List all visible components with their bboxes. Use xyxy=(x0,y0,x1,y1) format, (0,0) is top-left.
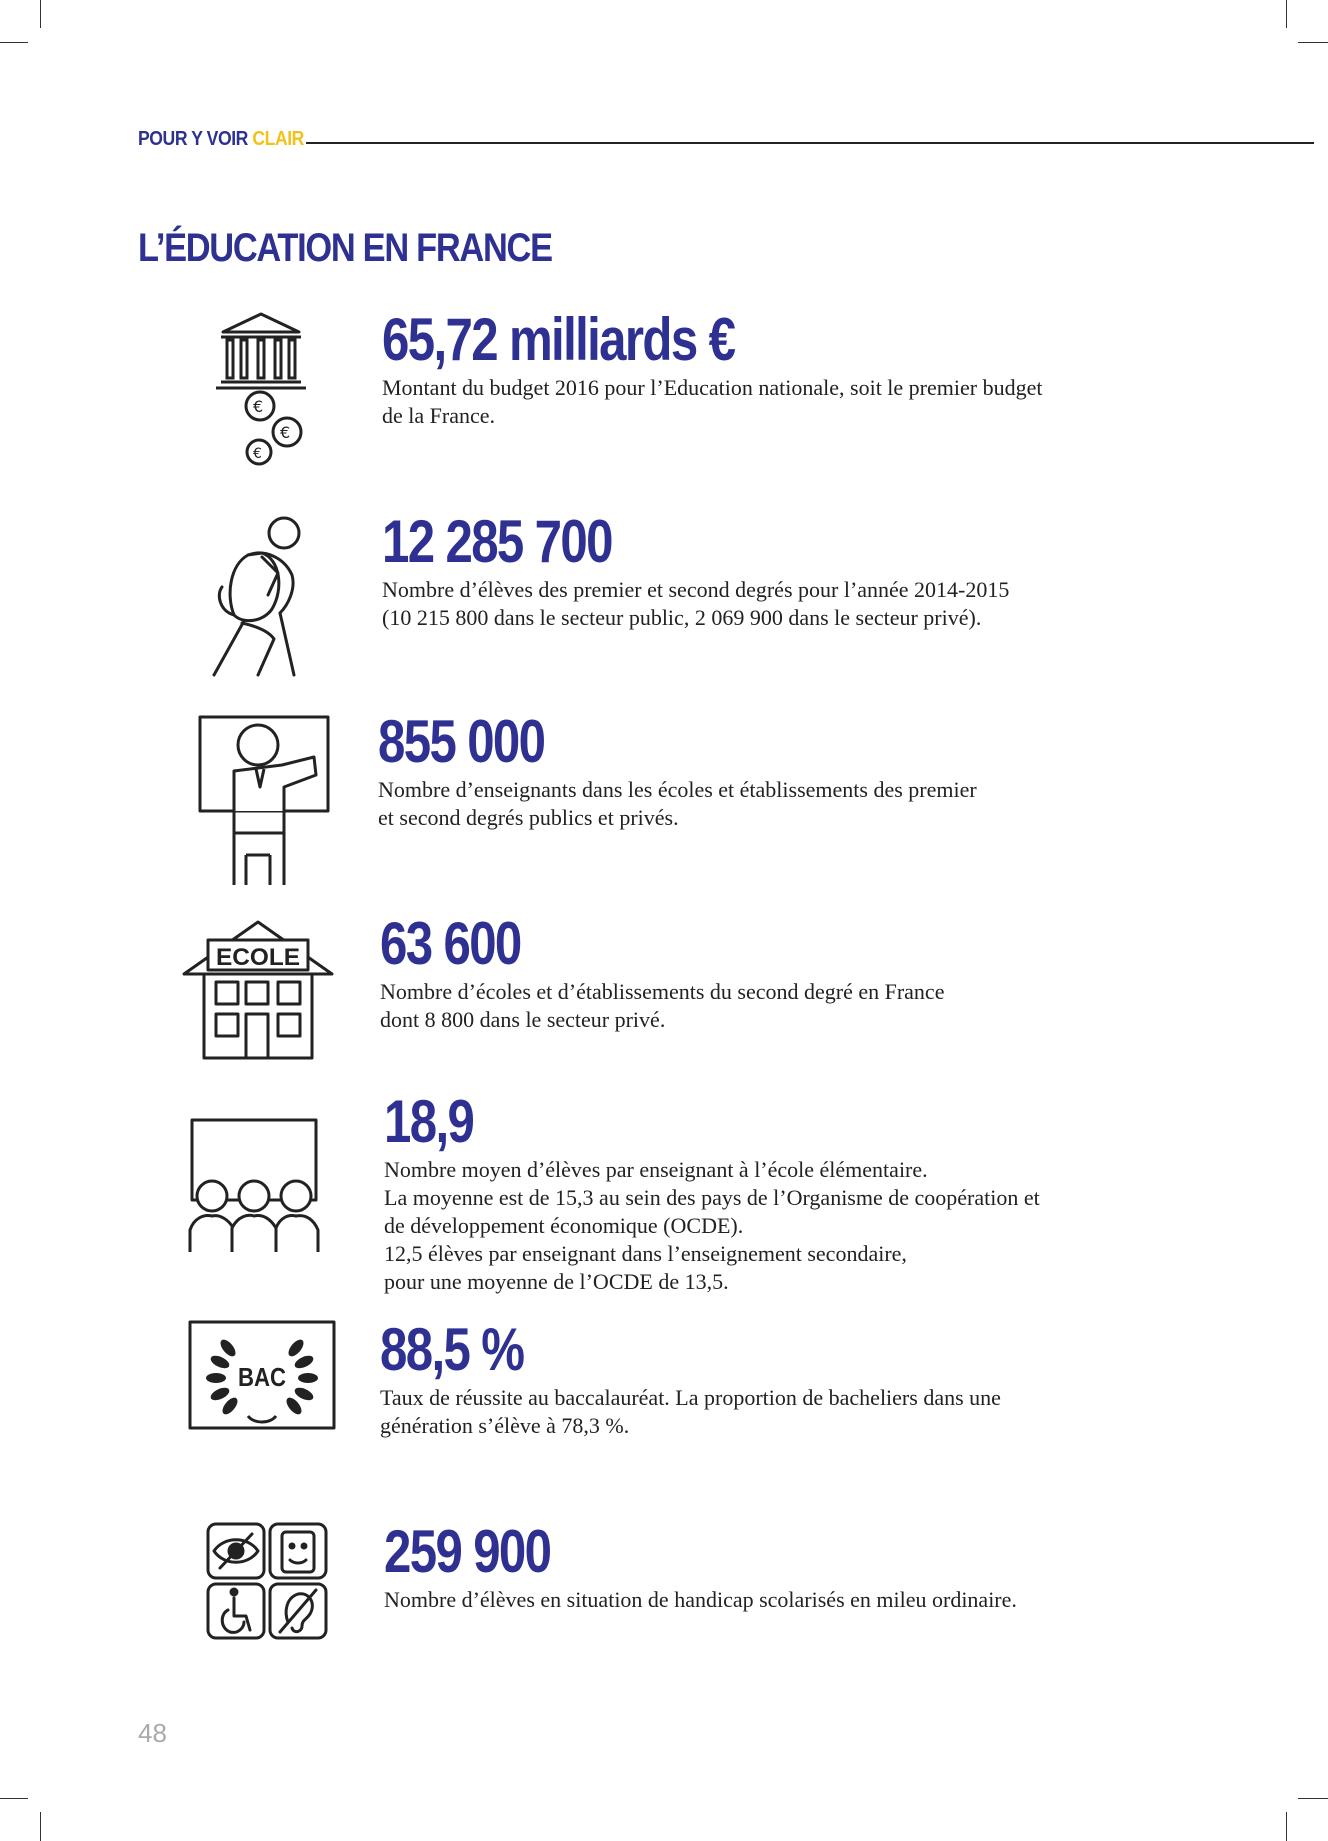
crop-mark xyxy=(0,1798,28,1799)
student-backpack-icon xyxy=(208,515,308,675)
stat-desc-line: Montant du budget 2016 pour l’Education nationale, soit le premier budget xyxy=(382,375,1043,400)
stat-desc-line: (10 215 800 dans le secteur public, 2 069 900 dans le secteur privé). xyxy=(382,605,982,630)
stat-bac xyxy=(380,1316,1240,1440)
school-sign-label: ECOLE xyxy=(216,944,300,971)
stat-value: 855 000 xyxy=(378,708,545,775)
stat-desc-line: 12,5 élèves par enseignant dans l’enseignement secondaire, xyxy=(384,1241,907,1266)
stat-description xyxy=(384,1156,1244,1296)
bac-label: BAC xyxy=(238,1362,287,1392)
stat-desc-line: dont 8 800 dans le secteur privé. xyxy=(380,1007,666,1032)
stat-desc-line: génération s’élève à 78,3 %. xyxy=(380,1413,630,1438)
crop-mark xyxy=(0,42,28,43)
stat-value: 259 900 xyxy=(384,1518,551,1585)
stat-desc-line: Nombre d’élèves des premier et second degrés pour l’année 2014-2015 xyxy=(382,577,1010,602)
stat-desc-line: Nombre moyen d’élèves par enseignant à l’école élémentaire. xyxy=(384,1157,928,1182)
page-title: L’ÉDUCATION EN FRANCE xyxy=(138,226,552,270)
svg-text:€: € xyxy=(253,446,262,462)
stat-value: 63 600 xyxy=(380,910,521,977)
crop-mark xyxy=(1286,1812,1287,1841)
header-rule xyxy=(306,142,1314,144)
stat-description xyxy=(382,576,1222,632)
teacher-board-icon xyxy=(198,715,330,885)
stat-value: 18,9 xyxy=(384,1088,474,1155)
crop-mark xyxy=(1298,1798,1328,1799)
stat-disability xyxy=(384,1518,1244,1614)
stat-schools xyxy=(380,910,1220,1034)
stat-desc-line: de la France. xyxy=(382,403,495,428)
stat-description xyxy=(380,978,1220,1034)
section-label: POUR Y VOIR CLAIR xyxy=(138,127,304,150)
stat-desc-line: Nombre d’écoles et d’établissements du second degré en France xyxy=(380,979,945,1004)
section-header xyxy=(138,124,1314,154)
stat-desc-line: et second degrés publics et privés. xyxy=(378,805,679,830)
stat-value: 88,5 % xyxy=(380,1316,524,1383)
stat-desc-line: Taux de réussite au baccalauréat. La proportion de bacheliers dans une xyxy=(380,1385,1001,1410)
svg-text:€: € xyxy=(253,397,264,416)
stat-teachers xyxy=(378,708,1218,832)
disability-symbols-icon xyxy=(206,1522,328,1640)
crop-mark xyxy=(1298,42,1328,43)
school-building-icon xyxy=(182,920,334,1060)
crop-mark xyxy=(1286,0,1287,28)
stat-desc-line: Nombre d’élèves en situation de handicap scolarisés en mileu ordinaire. xyxy=(384,1587,1017,1612)
stat-description xyxy=(384,1586,1244,1614)
bac-laurel-icon xyxy=(188,1320,336,1430)
svg-text:€: € xyxy=(280,423,291,442)
stat-description xyxy=(378,776,1218,832)
stat-desc-line: Nombre d’enseignants dans les écoles et établissements des premier xyxy=(378,777,977,802)
stat-value: 65,72 milliards € xyxy=(382,306,735,373)
stat-pupils xyxy=(382,508,1222,632)
stat-desc-line: pour une moyenne de l’OCDE de 13,5. xyxy=(384,1269,729,1294)
stat-desc-line: de développement économique (OCDE). xyxy=(384,1213,744,1238)
stat-description xyxy=(382,374,1222,430)
classroom-pupils-icon xyxy=(188,1118,320,1254)
stat-ratio xyxy=(384,1088,1244,1296)
stat-description xyxy=(380,1384,1240,1440)
bank-coins-icon xyxy=(213,310,313,470)
stat-desc-line: La moyenne est de 15,3 au sein des pays de l’Organisme de coopération et xyxy=(384,1185,1040,1210)
stat-budget xyxy=(382,306,1222,430)
stat-value: 12 285 700 xyxy=(382,508,612,575)
section-label-accent: CLAIR xyxy=(252,127,304,150)
crop-mark xyxy=(40,1812,41,1841)
crop-mark xyxy=(40,0,41,28)
page-number: 48 xyxy=(138,1718,167,1748)
